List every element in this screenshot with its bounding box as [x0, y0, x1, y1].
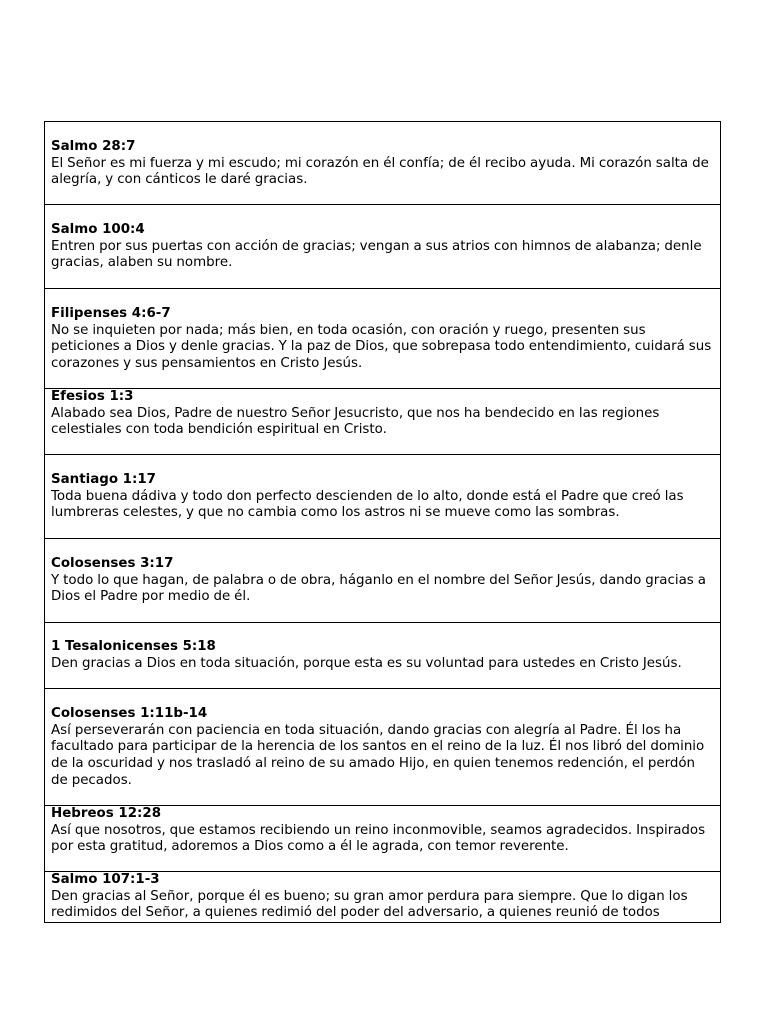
verse-text: El Señor es mi fuerza y mi escudo; mi corazón en él confía; de él recibo ayuda. Mi corazón salta de alegría, y con cánticos le daré gracias. [51, 155, 709, 188]
verse-reference: Salmo 28:7 [51, 139, 136, 154]
verse-cell [45, 289, 720, 389]
verse-reference: Filipenses 4:6-7 [51, 306, 171, 321]
verse-text: Entren por sus puertas con acción de gracias; vengan a sus atrios con himnos de alabanza; denle gracias, alaben su nombre. [51, 238, 702, 271]
verse-cell [45, 455, 720, 539]
verse-cell [45, 689, 720, 806]
verse-cell [45, 205, 720, 289]
verse-text: Toda buena dádiva y todo don perfecto descienden de lo alto, donde está el Padre que creó las lumbreras celestes, y que no cambia como los astros ni se mueve como las sombras. [51, 488, 684, 521]
verse-reference: Salmo 107:1-3 [51, 872, 160, 887]
verse-text: Alabado sea Dios, Padre de nuestro Señor Jesucristo, que nos ha bendecido en las regiones celestiales con toda bendición espiritual en Cristo. [51, 405, 660, 438]
verse-text: Así que nosotros, que estamos recibiendo un reino inconmovible, seamos agradecidos. Inspirados por esta gratitud, adoremos a Dios como a él le agrada, con temor reverente. [51, 822, 706, 855]
verse-cell [45, 389, 720, 455]
verse-cell [45, 872, 720, 922]
verse-reference: Efesios 1:3 [51, 389, 134, 404]
verse-table [44, 121, 721, 923]
verse-cell [45, 122, 720, 205]
verse-reference: Hebreos 12:28 [51, 806, 162, 821]
verse-reference: Salmo 100:4 [51, 222, 145, 237]
verse-text: Así perseverarán con paciencia en toda situación, dando gracias con alegría al Padre. Él los ha facultado para participar de la herencia de los santos en el reino de la luz. Él nos libró del dominio de la oscuridad y nos trasladó al reino de su amado Hijo, en quien tenemos redención, el perdón de pecados. [51, 722, 705, 788]
verse-cell [45, 539, 720, 623]
verse-reference: Colosenses 3:17 [51, 556, 174, 571]
verse-text: Y todo lo que hagan, de palabra o de obra, háganlo en el nombre del Señor Jesús, dando gracias a Dios el Padre por medio de él. [51, 572, 706, 605]
verse-text: No se inquieten por nada; más bien, en toda ocasión, con oración y ruego, presenten sus peticiones a Dios y denle gracias. Y la paz de Dios, que sobrepasa todo entendimiento, cuidará sus corazones y sus pensamientos en Cristo Jesús. [51, 322, 712, 372]
verse-text: Den gracias a Dios en toda situación, porque esta es su voluntad para ustedes en Cristo Jesús. [51, 655, 682, 671]
verse-reference: Colosenses 1:11b-14 [51, 706, 208, 721]
verse-text: Den gracias al Señor, porque él es bueno; su gran amor perdura para siempre. Que lo digan los redimidos del Señor, a quienes redimió del poder del adversario, a quienes reunió de todos [51, 888, 688, 921]
verse-reference: Santiago 1:17 [51, 472, 156, 487]
verse-cell [45, 623, 720, 689]
verse-reference: 1 Tesalonicenses 5:18 [51, 639, 216, 654]
verse-cell [45, 806, 720, 872]
